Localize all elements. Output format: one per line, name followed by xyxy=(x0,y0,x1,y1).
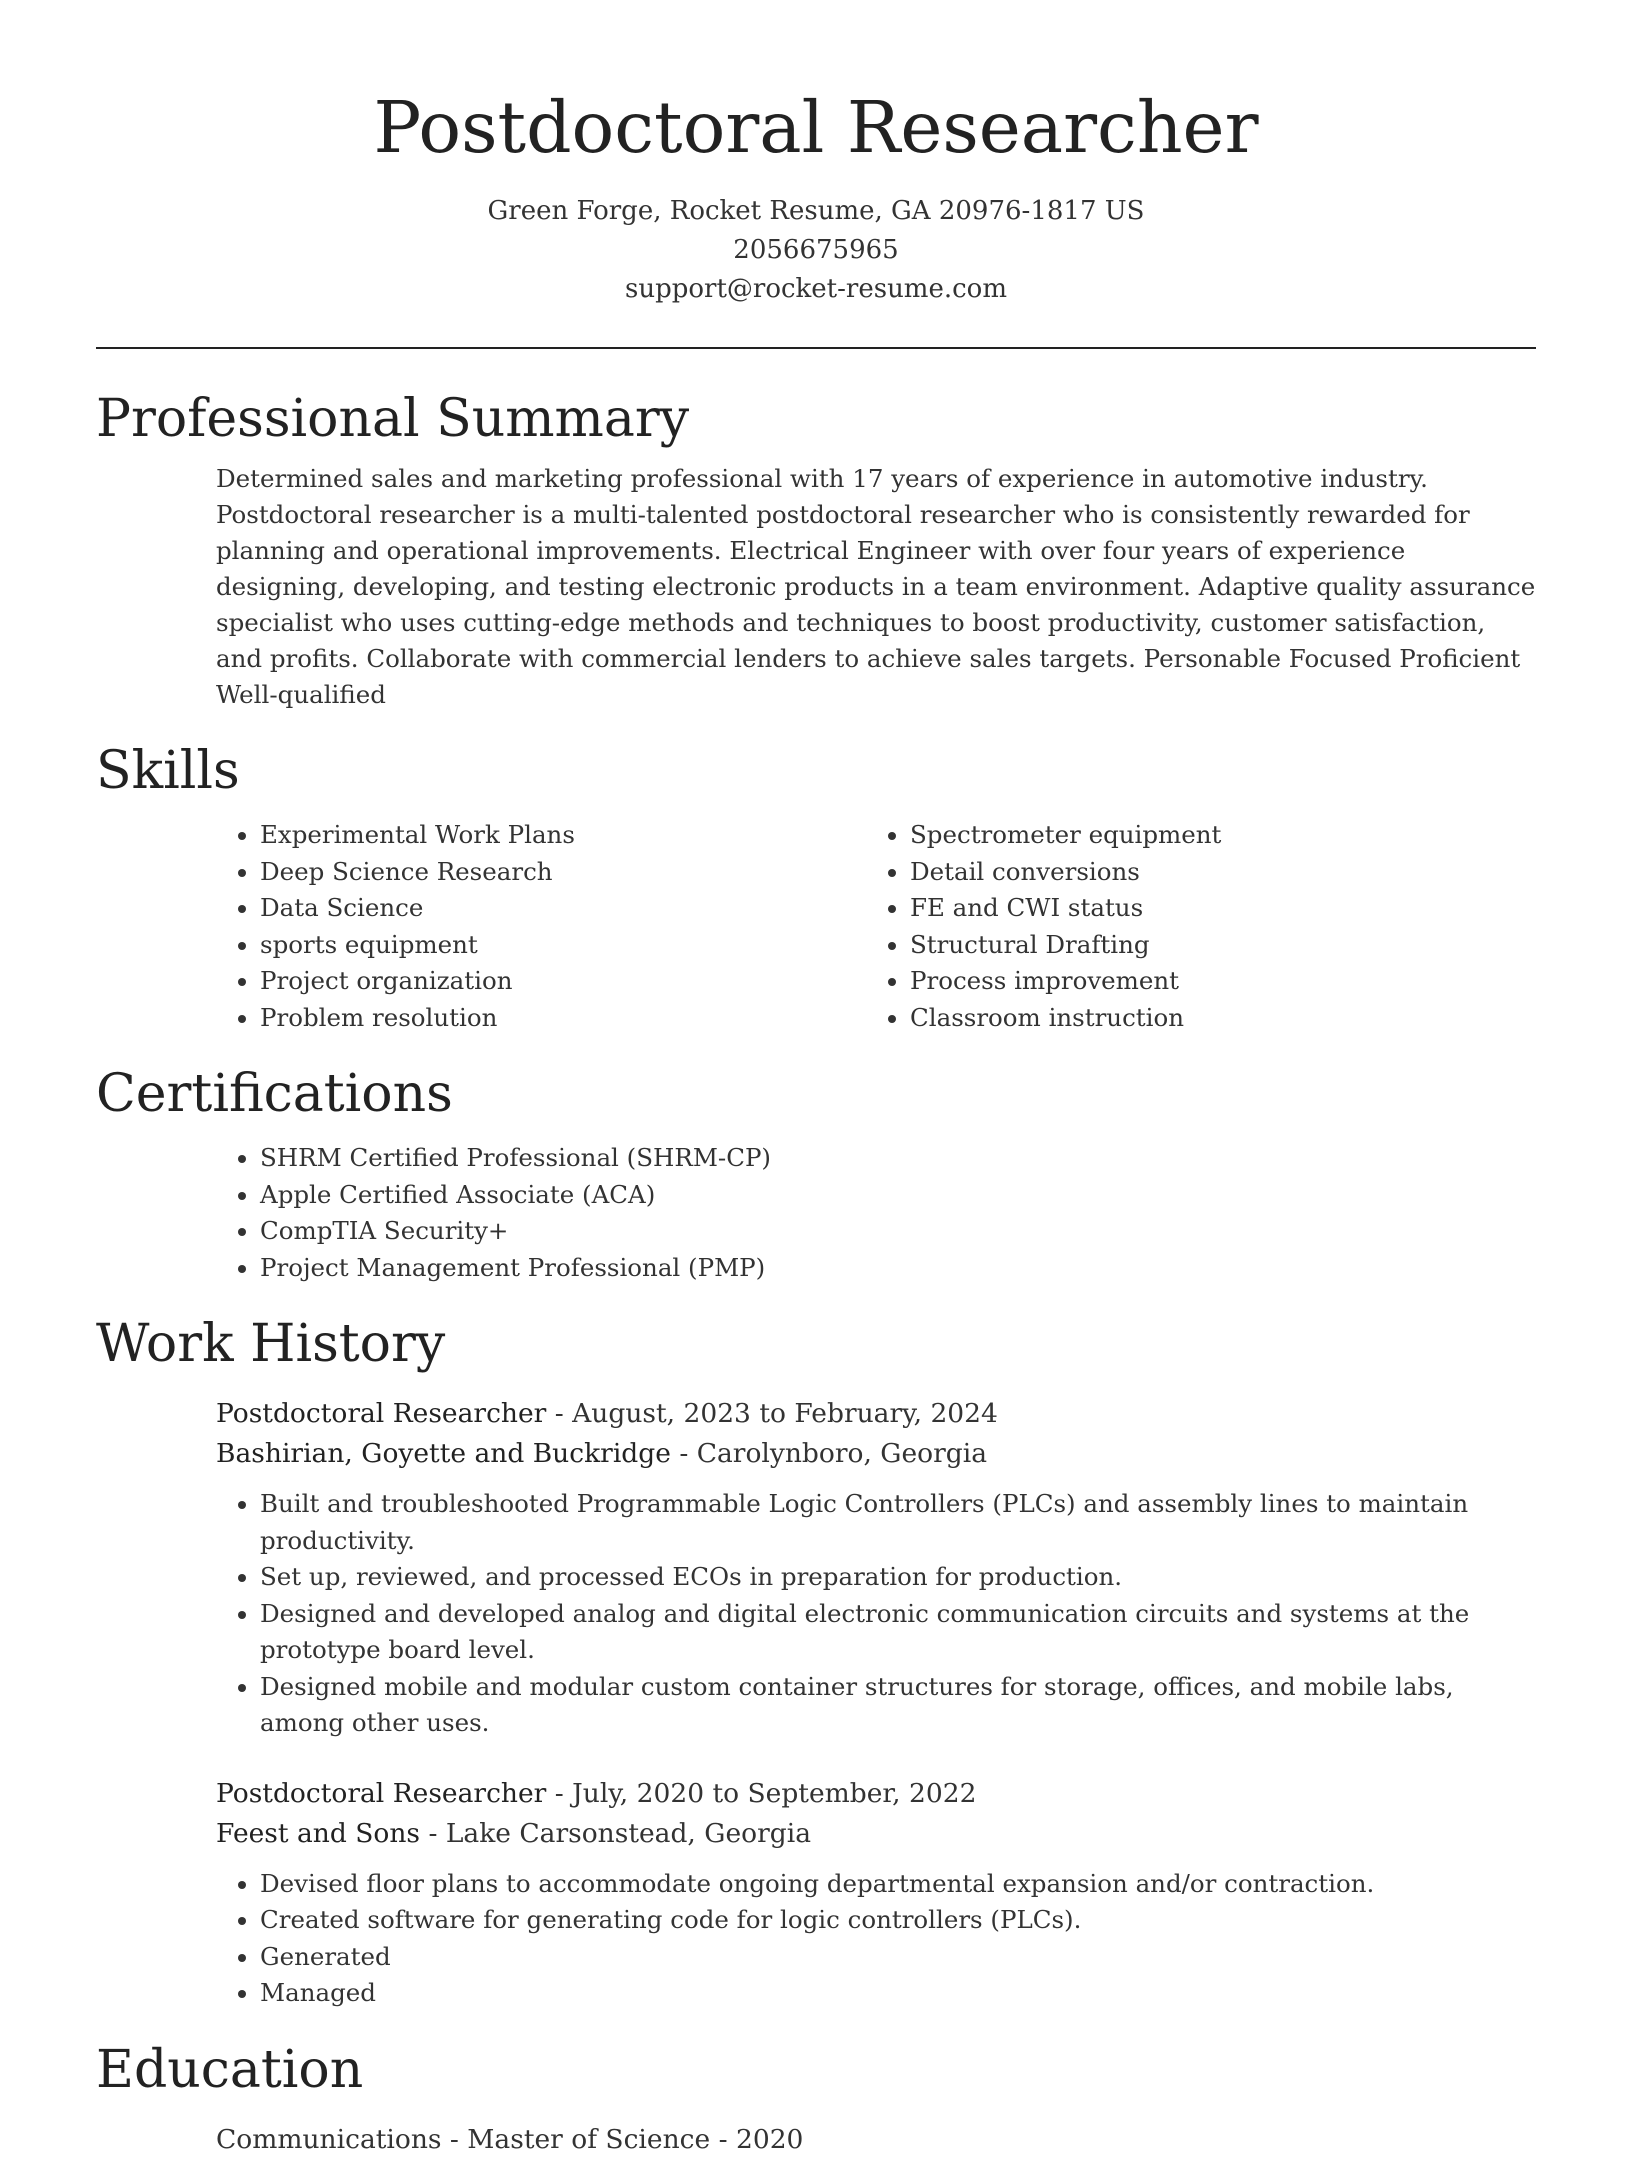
skill-item: • Process improvement xyxy=(910,963,1516,1000)
job-bullet: • Designed mobile and modular custom container structures for storage, offices, and mobile labs, among other uses. xyxy=(260,1669,1536,1742)
job-entry xyxy=(216,1774,1536,2012)
job-bullet: • Generated xyxy=(260,1939,1536,1976)
job-bullets-wrap xyxy=(216,1866,1536,2012)
skill-item: • FE and CWI status xyxy=(910,890,1516,927)
education-degree: - Master of Science - 2020 xyxy=(441,2123,804,2155)
skills-column-left xyxy=(216,817,866,1036)
skills-columns xyxy=(216,817,1536,1036)
job-bullet: • Set up, reviewed, and processed ECOs in preparation for production. xyxy=(260,1559,1536,1596)
skill-item: • Experimental Work Plans xyxy=(260,817,866,854)
work-history-title: Work History xyxy=(96,1314,446,1374)
skill-item: • Deep Science Research xyxy=(260,854,866,891)
certification-item: • Project Management Professional (PMP) xyxy=(260,1250,1536,1287)
job-location: - Carolynboro, Georgia xyxy=(670,1438,988,1469)
skill-item: • sports equipment xyxy=(260,927,866,964)
job-bullet: • Managed xyxy=(260,1975,1536,2012)
job-dates: - August, 2023 to February, 2024 xyxy=(546,1398,998,1429)
skills-title: Skills xyxy=(96,741,240,801)
certification-item: • SHRM Certified Professional (SHRM-CP) xyxy=(260,1140,1536,1177)
skills-list-right xyxy=(866,817,1516,1036)
skill-item: • Problem resolution xyxy=(260,1000,866,1037)
job-company-line xyxy=(216,1434,1536,1474)
job-bullets xyxy=(216,1486,1536,1742)
job-bullet: • Designed and developed analog and digital electronic communication circuits and systems at the prototype board level. xyxy=(260,1596,1536,1669)
email-text: support@rocket-resume.com xyxy=(624,274,1007,304)
education-entry xyxy=(216,2120,1536,2160)
skills-column-right xyxy=(866,817,1516,1036)
job-bullet: • Built and troubleshooted Programmable Logic Controllers (PLCs) and assembly lines to maintain productivity. xyxy=(260,1486,1536,1559)
candidate-name: Postdoctoral Researcher xyxy=(373,86,1259,169)
job-dates: - July, 2020 to September, 2022 xyxy=(546,1777,977,1809)
job-role: Postdoctoral Researcher xyxy=(216,1398,547,1429)
job-company: Bashirian, Goyette and Buckridge xyxy=(216,1438,671,1469)
resume-header xyxy=(0,0,1632,309)
phone-text: 2056675965 xyxy=(733,235,899,265)
job-bullet: • Created software for generating code for logic controllers (PLCs). xyxy=(260,1902,1536,1939)
job-bullets-wrap xyxy=(216,1486,1536,1742)
skill-item: • Detail conversions xyxy=(910,854,1516,891)
job-bullets xyxy=(216,1866,1536,2012)
job-company-line xyxy=(216,1814,1536,1854)
summary-title: Professional Summary xyxy=(96,389,690,449)
skills-list-left xyxy=(216,817,866,1036)
certification-item: • CompTIA Security+ xyxy=(260,1213,1536,1250)
job-bullet: • Devised floor plans to accommodate ongoing departmental expansion and/or contraction. xyxy=(260,1866,1536,1903)
work-history-section xyxy=(96,1312,1536,2012)
certifications-section xyxy=(96,1062,1536,1286)
skill-item: • Structural Drafting xyxy=(910,927,1516,964)
education-title: Education xyxy=(96,2039,364,2100)
summary-section xyxy=(96,387,1536,713)
education-section xyxy=(96,2038,1536,2160)
certifications-list-wrap xyxy=(216,1140,1536,1286)
education-field: Communications xyxy=(216,2123,442,2155)
job-company: Feest and Sons xyxy=(216,1817,421,1849)
contact-info xyxy=(0,192,1632,309)
certification-item: • Apple Certified Associate (ACA) xyxy=(260,1177,1536,1214)
skill-item: • Classroom instruction xyxy=(910,1000,1516,1037)
address-text: Green Forge, Rocket Resume, GA 20976-1817 US xyxy=(487,196,1145,226)
job-role: Postdoctoral Researcher xyxy=(216,1777,547,1809)
skill-item: • Project organization xyxy=(260,963,866,1000)
certifications-title: Certifications xyxy=(96,1064,453,1124)
skill-item: • Spectrometer equipment xyxy=(910,817,1516,854)
job-role-line xyxy=(216,1774,1536,1814)
skill-item: • Data Science xyxy=(260,890,866,927)
job-location: - Lake Carsonstead, Georgia xyxy=(420,1817,811,1849)
skills-section xyxy=(96,739,1536,1036)
certifications-list xyxy=(216,1140,1536,1286)
summary-text: Determined sales and marketing professional with 17 years of experience in automotive industry. Postdoctoral researcher is a multi-talented postdoctoral researcher who is consistently rewarded for planning and operational improvements. Electrical Engineer with over four years of experience designing, developing, and testing electronic products in a team environment. Adaptive quality assurance specialist who uses cutting-edge methods and techniques to boost productivity, customer satisfaction, and profits. Collaborate with commercial lenders to achieve sales targets. Personable Focused Proficient Well-qualified xyxy=(216,464,1536,709)
header-divider xyxy=(96,347,1536,349)
job-entry xyxy=(216,1394,1536,1742)
job-role-line xyxy=(216,1394,1536,1434)
